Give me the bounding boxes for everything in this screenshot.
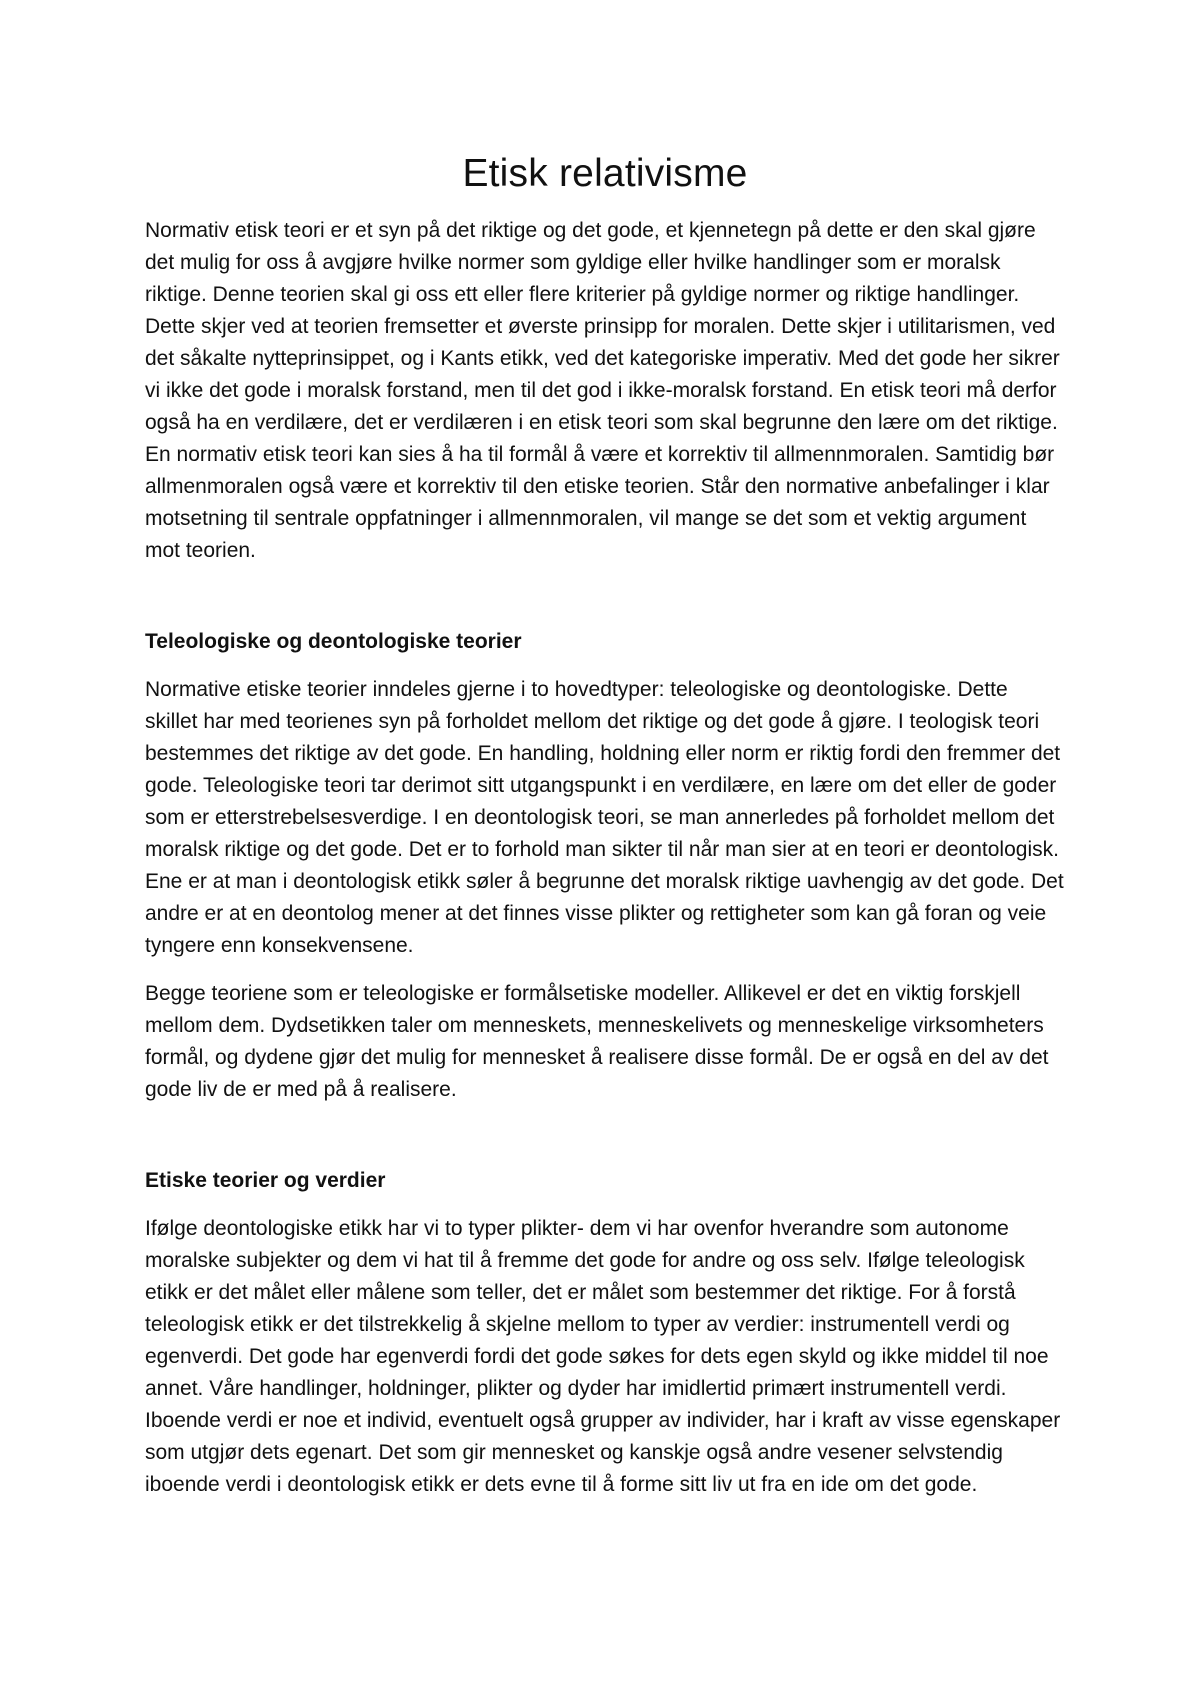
document-page: [145, 150, 1065, 1501]
intro-paragraph: Normativ etisk teori er et syn på det riktige og det gode, et kjennetegn på dette er den skal gjøre det mulig for oss å avgjøre hvilke normer som gyldige eller hvilke handlinger som er moralsk riktige. Denne teorien skal gi oss ett eller flere kriterier på gyldige normer og riktige handlinger. Dette skjer ved at teorien fremsetter et øverste prinsipp for moralen. Dette skjer i utilitarismen, ved det såkalte nytteprinsippet, og i Kants etikk, ved det kategoriske imperativ. Med det gode her sikrer vi ikke det gode i moralsk forstand, men til det god i ikke-moralsk forstand. En etisk teori må derfor også ha en verdilære, det er verdilæren i en etisk teori som skal begrunne den lære om det riktige. En normativ etisk teori kan sies å ha til formål å være et korrektiv til allmennmoralen. Samtidig bør allmenmoralen også være et korrektiv til den etiske teorien. Står den normative anbefalinger i klar motsetning til sentrale oppfatninger i allmennmoralen, vil mange se det som et vektig argument mot teorien.: [145, 219, 1060, 562]
page-title: Etisk relativisme: [462, 152, 748, 195]
section-paragraph: Begge teoriene som er teleologiske er formålsetiske modeller. Allikevel er det en viktig forskjell mellom dem. Dydsetikken taler om menneskets, menneskelivets og menneskelige virksomheters formål, og dydene gjør det mulig for mennesket å realisere disse formål. De er også en del av det gode liv de er med på å realisere.: [145, 982, 1049, 1101]
section-heading: Teleologiske og deontologiske teorier: [145, 630, 522, 653]
section-heading: Etiske teorier og verdier: [145, 1169, 386, 1192]
section-paragraph: Ifølge deontologiske etikk har vi to typer plikter- dem vi har ovenfor hverandre som autonome moralske subjekter og dem vi hat til å fremme det gode for andre og oss selv. Ifølge teleologisk etikk er det målet eller målene som teller, det er målet som bestemmer det riktige. For å forstå teleologisk etikk er det tilstrekkelig å skjelne mellom to typer av verdier: instrumentell verdi og egenverdi. Det gode har egenverdi fordi det gode søkes for dets egen skyld og ikke middel til noe annet. Våre handlinger, holdninger, plikter og dyder har imidlertid primært instrumentell verdi. Iboende verdi er noe et individ, eventuelt også grupper av individer, har i kraft av visse egenskaper som utgjør dets egenart. Det som gir mennesket og kanskje også andre vesener selvstendig iboende verdi i deontologisk etikk er dets evne til å forme sitt liv ut fra en ide om det gode.: [145, 1217, 1061, 1496]
section-etiske-teorier-verdier: [145, 1165, 1065, 1501]
section-teleologiske-deontologiske: [145, 626, 1065, 1106]
section-paragraph: Normative etiske teorier inndeles gjerne i to hovedtyper: teleologiske og deontologiske. Dette skillet har med teorienes syn på forholdet mellom det riktige og det gode å gjøre. I teologisk teori bestemmes det riktige av det gode. En handling, holdning eller norm er riktig fordi den fremmer det gode. Teleologiske teori tar derimot sitt utgangspunkt i en verdilære, en lære om det eller de goder som er etterstrebelsesverdige. I en deontologisk teori, se man annerledes på forholdet mellom det moralsk riktige og det gode. Det er to forhold man sikter til når man sier at en teori er deontologisk. Ene er at man i deontologisk etikk søler å begrunne det moralsk riktige uavhengig av det gode. Det andre er at en deontolog mener at det finnes visse plikter og rettigheter som kan gå foran og veie tyngere enn konsekvensene.: [145, 678, 1064, 957]
